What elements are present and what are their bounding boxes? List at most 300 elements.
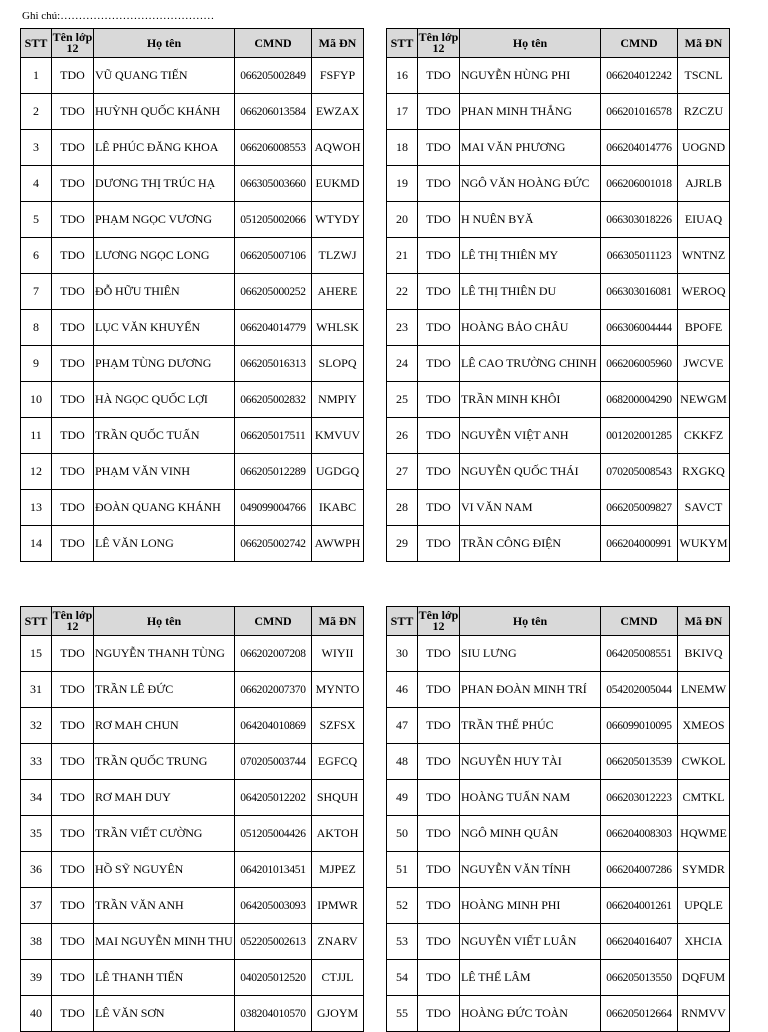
cell-stt: 12 [21, 454, 52, 490]
cell-stt: 3 [21, 130, 52, 166]
cell-class: TDO [418, 744, 460, 780]
cell-stt: 30 [387, 636, 418, 672]
cell-id-number: 001202001285 [601, 418, 678, 454]
cell-stt: 8 [21, 310, 52, 346]
table-row [387, 636, 730, 672]
header-class: Tên lớp 12 [52, 607, 94, 636]
cell-id-number: 066099010095 [601, 708, 678, 744]
cell-stt: 33 [21, 744, 52, 780]
cell-code: IPMWR [312, 888, 364, 924]
cell-stt: 40 [21, 996, 52, 1032]
table-row [21, 454, 364, 490]
cell-code: CKKFZ [678, 418, 730, 454]
cell-id-number: 066305003660 [235, 166, 312, 202]
cell-stt: 31 [21, 672, 52, 708]
cell-code: AJRLB [678, 166, 730, 202]
cell-id-number: 054202005044 [601, 672, 678, 708]
table-row [387, 310, 730, 346]
cell-full-name: VI VĂN NAM [460, 490, 601, 526]
header-id-number: CMND [601, 607, 678, 636]
cell-stt: 32 [21, 708, 52, 744]
cell-full-name: NGUYỄN VIẾT LUÂN [460, 924, 601, 960]
cell-full-name: LÊ THỊ THIÊN DU [460, 274, 601, 310]
cell-id-number: 066204014776 [601, 130, 678, 166]
cell-code: IKABC [312, 490, 364, 526]
table-row [387, 274, 730, 310]
cell-stt: 16 [387, 58, 418, 94]
cell-code: WUKYM [678, 526, 730, 562]
cell-class: TDO [418, 780, 460, 816]
cell-id-number: 066205000252 [235, 274, 312, 310]
cell-full-name: RƠ MAH CHUN [94, 708, 235, 744]
header-class: Tên lớp 12 [418, 607, 460, 636]
cell-class: TDO [418, 238, 460, 274]
cell-full-name: DƯƠNG THỊ TRÚC HẠ [94, 166, 235, 202]
cell-stt: 27 [387, 454, 418, 490]
cell-class: TDO [52, 852, 94, 888]
cell-stt: 2 [21, 94, 52, 130]
table-row [387, 490, 730, 526]
cell-stt: 38 [21, 924, 52, 960]
cell-full-name: NGÔ MINH QUÂN [460, 816, 601, 852]
cell-full-name: TRẦN LÊ ĐỨC [94, 672, 235, 708]
cell-class: TDO [418, 346, 460, 382]
cell-id-number: 066205002832 [235, 382, 312, 418]
cell-full-name: HOÀNG TUẤN NAM [460, 780, 601, 816]
cell-full-name: LÊ PHÚC ĐĂNG KHOA [94, 130, 235, 166]
table-row [387, 852, 730, 888]
cell-code: EUKMD [312, 166, 364, 202]
cell-code: NMPIY [312, 382, 364, 418]
cell-code: DQFUM [678, 960, 730, 996]
cell-id-number: 066206005960 [601, 346, 678, 382]
cell-full-name: TRẦN VĂN ANH [94, 888, 235, 924]
table-row [21, 526, 364, 562]
cell-full-name: TRẦN QUỐC TRUNG [94, 744, 235, 780]
header-class: Tên lớp 12 [418, 29, 460, 58]
cell-class: TDO [418, 708, 460, 744]
cell-code: MYNTO [312, 672, 364, 708]
cell-class: TDO [52, 130, 94, 166]
cell-id-number: 066204016407 [601, 924, 678, 960]
cell-stt: 23 [387, 310, 418, 346]
cell-full-name: RƠ MAH DUY [94, 780, 235, 816]
cell-code: BPOFE [678, 310, 730, 346]
cell-code: SHQUH [312, 780, 364, 816]
cell-full-name: LÊ THỊ THIÊN MY [460, 238, 601, 274]
header-code: Mã ĐN [312, 607, 364, 636]
cell-code: WNTNZ [678, 238, 730, 274]
cell-stt: 39 [21, 960, 52, 996]
cell-full-name: ĐOÀN QUANG KHÁNH [94, 490, 235, 526]
cell-full-name: NGÔ VĂN HOÀNG ĐỨC [460, 166, 601, 202]
cell-code: SZFSX [312, 708, 364, 744]
cell-id-number: 038204010570 [235, 996, 312, 1032]
cell-full-name: TRẦN QUỐC TUẤN [94, 418, 235, 454]
cell-class: TDO [418, 130, 460, 166]
cell-code: AWWPH [312, 526, 364, 562]
header-stt: STT [21, 29, 52, 58]
cell-id-number: 066202007208 [235, 636, 312, 672]
cell-class: TDO [418, 418, 460, 454]
header-code: Mã ĐN [312, 29, 364, 58]
cell-id-number: 064201013451 [235, 852, 312, 888]
cell-stt: 1 [21, 58, 52, 94]
cell-code: TLZWJ [312, 238, 364, 274]
header-code: Mã ĐN [678, 607, 730, 636]
header-stt: STT [21, 607, 52, 636]
cell-full-name: LÊ VĂN SƠN [94, 996, 235, 1032]
cell-id-number: 066201016578 [601, 94, 678, 130]
cell-id-number: 066205009827 [601, 490, 678, 526]
cell-stt: 55 [387, 996, 418, 1032]
cell-stt: 28 [387, 490, 418, 526]
header-full-name: Họ tên [460, 29, 601, 58]
table-row [21, 924, 364, 960]
cell-full-name: H NUÊN BYĂ [460, 202, 601, 238]
header-row [387, 29, 730, 58]
cell-code: CTJJL [312, 960, 364, 996]
cell-code: SAVCT [678, 490, 730, 526]
table-row [21, 418, 364, 454]
table-row [387, 744, 730, 780]
cell-code: EWZAX [312, 94, 364, 130]
cell-id-number: 064205012202 [235, 780, 312, 816]
header-id-number: CMND [235, 29, 312, 58]
cell-stt: 25 [387, 382, 418, 418]
table-row [387, 780, 730, 816]
table-row [21, 58, 364, 94]
cell-full-name: SIU LƯNG [460, 636, 601, 672]
cell-class: TDO [418, 672, 460, 708]
table-row [21, 708, 364, 744]
cell-class: TDO [418, 996, 460, 1032]
cell-code: LNEMW [678, 672, 730, 708]
cell-id-number: 066206013584 [235, 94, 312, 130]
table-row [21, 780, 364, 816]
cell-full-name: VŨ QUANG TIẾN [94, 58, 235, 94]
cell-stt: 22 [387, 274, 418, 310]
cell-full-name: PHẠM TÙNG DƯƠNG [94, 346, 235, 382]
cell-code: EIUAQ [678, 202, 730, 238]
cell-full-name: MAI VĂN PHƯƠNG [460, 130, 601, 166]
table-row [387, 58, 730, 94]
cell-class: TDO [418, 526, 460, 562]
cell-code: CMTKL [678, 780, 730, 816]
cell-id-number: 066205002849 [235, 58, 312, 94]
cell-full-name: LƯƠNG NGỌC LONG [94, 238, 235, 274]
table-row [21, 852, 364, 888]
cell-full-name: PHAN ĐOÀN MINH TRÍ [460, 672, 601, 708]
cell-code: RZCZU [678, 94, 730, 130]
cell-class: TDO [418, 310, 460, 346]
cell-stt: 21 [387, 238, 418, 274]
table-row [387, 454, 730, 490]
cell-id-number: 068200004290 [601, 382, 678, 418]
cell-full-name: LÊ VĂN LONG [94, 526, 235, 562]
cell-stt: 5 [21, 202, 52, 238]
cell-code: TSCNL [678, 58, 730, 94]
cell-id-number: 066205007106 [235, 238, 312, 274]
cell-class: TDO [52, 816, 94, 852]
cell-class: TDO [52, 58, 94, 94]
table-row [387, 346, 730, 382]
table-row [21, 960, 364, 996]
cell-stt: 19 [387, 166, 418, 202]
cell-stt: 13 [21, 490, 52, 526]
cell-id-number: 051205004426 [235, 816, 312, 852]
roster-table-3 [20, 606, 364, 1032]
cell-code: NEWGM [678, 382, 730, 418]
cell-full-name: HOÀNG BẢO CHÂU [460, 310, 601, 346]
header-row [21, 607, 364, 636]
roster-table-1 [20, 28, 364, 562]
table-row [387, 708, 730, 744]
cell-id-number: 066205012664 [601, 996, 678, 1032]
cell-class: TDO [52, 526, 94, 562]
cell-class: TDO [52, 636, 94, 672]
table-row [21, 744, 364, 780]
cell-stt: 14 [21, 526, 52, 562]
cell-full-name: LỤC VĂN KHUYẾN [94, 310, 235, 346]
cell-class: TDO [52, 94, 94, 130]
cell-code: UPQLE [678, 888, 730, 924]
table-row [21, 166, 364, 202]
cell-full-name: TRẦN MINH KHÔI [460, 382, 601, 418]
cell-code: WHLSK [312, 310, 364, 346]
cell-id-number: 066305011123 [601, 238, 678, 274]
cell-id-number: 066205017511 [235, 418, 312, 454]
cell-full-name: HÀ NGỌC QUỐC LỢI [94, 382, 235, 418]
cell-class: TDO [418, 382, 460, 418]
cell-class: TDO [52, 346, 94, 382]
cell-class: TDO [418, 58, 460, 94]
cell-stt: 24 [387, 346, 418, 382]
cell-code: UOGND [678, 130, 730, 166]
cell-class: TDO [52, 744, 94, 780]
cell-class: TDO [52, 780, 94, 816]
cell-full-name: HOÀNG MINH PHI [460, 888, 601, 924]
cell-stt: 26 [387, 418, 418, 454]
cell-class: TDO [52, 166, 94, 202]
header-class: Tên lớp 12 [52, 29, 94, 58]
cell-id-number: 066203012223 [601, 780, 678, 816]
cell-id-number: 066204001261 [601, 888, 678, 924]
cell-stt: 34 [21, 780, 52, 816]
cell-stt: 11 [21, 418, 52, 454]
cell-id-number: 066202007370 [235, 672, 312, 708]
cell-id-number: 066204000991 [601, 526, 678, 562]
header-row [21, 29, 364, 58]
cell-stt: 37 [21, 888, 52, 924]
note-label: Ghi chú:…………………………………… [22, 10, 215, 22]
table-row [387, 960, 730, 996]
cell-class: TDO [418, 960, 460, 996]
cell-class: TDO [52, 996, 94, 1032]
cell-full-name: PHAN MINH THẮNG [460, 94, 601, 130]
table-row [21, 310, 364, 346]
cell-class: TDO [52, 202, 94, 238]
cell-id-number: 070205008543 [601, 454, 678, 490]
table-row [21, 888, 364, 924]
cell-id-number: 070205003744 [235, 744, 312, 780]
cell-full-name: TRẦN CÔNG ĐIỆN [460, 526, 601, 562]
cell-class: TDO [418, 490, 460, 526]
cell-class: TDO [52, 708, 94, 744]
cell-full-name: LÊ CAO TRƯỜNG CHINH [460, 346, 601, 382]
cell-id-number: 064205003093 [235, 888, 312, 924]
table-row [387, 888, 730, 924]
cell-stt: 17 [387, 94, 418, 130]
cell-code: KMVUV [312, 418, 364, 454]
header-id-number: CMND [235, 607, 312, 636]
cell-class: TDO [418, 94, 460, 130]
cell-code: SLOPQ [312, 346, 364, 382]
table-row [387, 382, 730, 418]
cell-full-name: ĐỖ HỮU THIÊN [94, 274, 235, 310]
cell-id-number: 064205008551 [601, 636, 678, 672]
table-row [387, 130, 730, 166]
table-row [21, 202, 364, 238]
table-row [21, 382, 364, 418]
cell-id-number: 066206008553 [235, 130, 312, 166]
cell-stt: 20 [387, 202, 418, 238]
header-code: Mã ĐN [678, 29, 730, 58]
cell-id-number: 066205013539 [601, 744, 678, 780]
table-row [21, 490, 364, 526]
cell-id-number: 064204010869 [235, 708, 312, 744]
cell-class: TDO [52, 924, 94, 960]
cell-stt: 50 [387, 816, 418, 852]
table-row [21, 94, 364, 130]
cell-class: TDO [52, 238, 94, 274]
cell-id-number: 049099004766 [235, 490, 312, 526]
cell-code: CWKOL [678, 744, 730, 780]
cell-id-number: 066205016313 [235, 346, 312, 382]
cell-code: MJPEZ [312, 852, 364, 888]
cell-full-name: MAI NGUYỄN MINH THU [94, 924, 235, 960]
cell-stt: 29 [387, 526, 418, 562]
cell-stt: 51 [387, 852, 418, 888]
table-row [21, 130, 364, 166]
cell-full-name: HOÀNG ĐỨC TOÀN [460, 996, 601, 1032]
cell-code: BKIVQ [678, 636, 730, 672]
cell-id-number: 066204008303 [601, 816, 678, 852]
cell-id-number: 066204007286 [601, 852, 678, 888]
cell-full-name: LÊ THANH TIẾN [94, 960, 235, 996]
table-row [387, 816, 730, 852]
cell-id-number: 051205002066 [235, 202, 312, 238]
cell-stt: 7 [21, 274, 52, 310]
header-stt: STT [387, 29, 418, 58]
cell-class: TDO [418, 202, 460, 238]
cell-id-number: 066204014779 [235, 310, 312, 346]
cell-code: EGFCQ [312, 744, 364, 780]
table-row [387, 526, 730, 562]
header-full-name: Họ tên [94, 29, 235, 58]
cell-full-name: TRẦN VIẾT CƯỜNG [94, 816, 235, 852]
cell-class: TDO [52, 490, 94, 526]
cell-code: WIYII [312, 636, 364, 672]
cell-full-name: NGUYỄN HUY TÀI [460, 744, 601, 780]
cell-code: GJOYM [312, 996, 364, 1032]
cell-id-number: 052205002613 [235, 924, 312, 960]
table-row [21, 274, 364, 310]
header-stt: STT [387, 607, 418, 636]
cell-class: TDO [52, 382, 94, 418]
cell-id-number: 066306004444 [601, 310, 678, 346]
cell-code: RXGKQ [678, 454, 730, 490]
table-row [21, 346, 364, 382]
cell-full-name: NGUYỄN QUỐC THÁI [460, 454, 601, 490]
cell-stt: 48 [387, 744, 418, 780]
cell-full-name: NGUYỄN HÙNG PHI [460, 58, 601, 94]
table-row [21, 636, 364, 672]
table-row [387, 238, 730, 274]
table-row [21, 816, 364, 852]
cell-code: WTYDY [312, 202, 364, 238]
cell-stt: 10 [21, 382, 52, 418]
cell-stt: 15 [21, 636, 52, 672]
cell-full-name: TRẦN THẾ PHÚC [460, 708, 601, 744]
cell-code: HQWME [678, 816, 730, 852]
table-row [387, 924, 730, 960]
cell-class: TDO [418, 166, 460, 202]
table-row [387, 94, 730, 130]
cell-class: TDO [418, 454, 460, 490]
cell-stt: 18 [387, 130, 418, 166]
cell-class: TDO [418, 888, 460, 924]
cell-stt: 35 [21, 816, 52, 852]
cell-code: RNMVV [678, 996, 730, 1032]
header-id-number: CMND [601, 29, 678, 58]
cell-class: TDO [418, 924, 460, 960]
cell-id-number: 066303016081 [601, 274, 678, 310]
cell-stt: 47 [387, 708, 418, 744]
cell-code: AHERE [312, 274, 364, 310]
cell-class: TDO [418, 816, 460, 852]
cell-stt: 52 [387, 888, 418, 924]
cell-id-number: 040205012520 [235, 960, 312, 996]
cell-class: TDO [418, 852, 460, 888]
cell-code: WEROQ [678, 274, 730, 310]
cell-stt: 53 [387, 924, 418, 960]
cell-id-number: 066205012289 [235, 454, 312, 490]
cell-class: TDO [418, 274, 460, 310]
cell-class: TDO [52, 454, 94, 490]
cell-full-name: LÊ THẾ LÂM [460, 960, 601, 996]
cell-class: TDO [52, 310, 94, 346]
cell-id-number: 066205002742 [235, 526, 312, 562]
cell-full-name: NGUYỄN VIỆT ANH [460, 418, 601, 454]
cell-stt: 54 [387, 960, 418, 996]
table-row [21, 238, 364, 274]
cell-class: TDO [418, 636, 460, 672]
cell-id-number: 066204012242 [601, 58, 678, 94]
cell-full-name: HUỲNH QUỐC KHÁNH [94, 94, 235, 130]
cell-stt: 6 [21, 238, 52, 274]
header-full-name: Họ tên [94, 607, 235, 636]
cell-code: AKTOH [312, 816, 364, 852]
cell-code: XMEOS [678, 708, 730, 744]
table-row [21, 672, 364, 708]
cell-full-name: NGUYỄN VĂN TÍNH [460, 852, 601, 888]
cell-code: UGDGQ [312, 454, 364, 490]
cell-code: SYMDR [678, 852, 730, 888]
roster-table-2 [386, 28, 730, 562]
cell-stt: 4 [21, 166, 52, 202]
cell-stt: 49 [387, 780, 418, 816]
